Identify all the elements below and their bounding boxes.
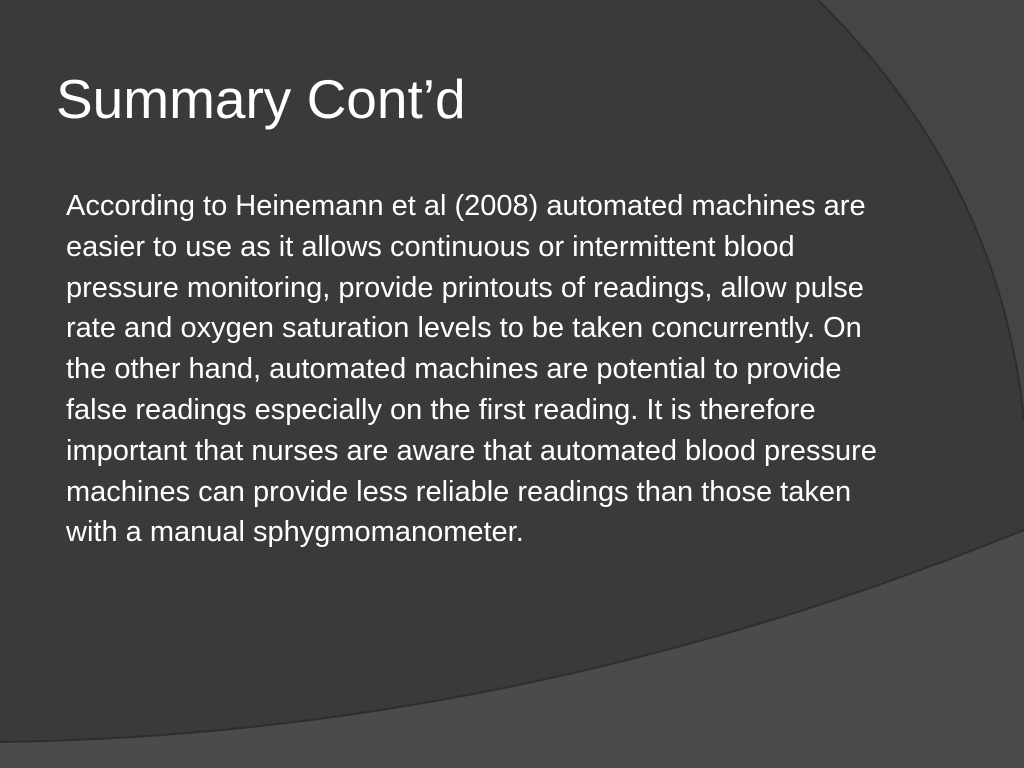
slide-body-text: According to Heinemann et al (2008) automated machines are easier to use as it allows continuous or intermittent blood pressure monitoring, provide printouts of readings, allow pulse rate and oxygen saturation levels to be taken concurrently. On the other hand, automated machines are potential to provide false readings especially on the first reading. It is therefore important that nurses are aware that automated blood pressure machines can provide less reliable readings than those taken with a manual sphygmomanometer. [66,190,877,549]
slide-title: Summary Cont’d [56,68,466,130]
